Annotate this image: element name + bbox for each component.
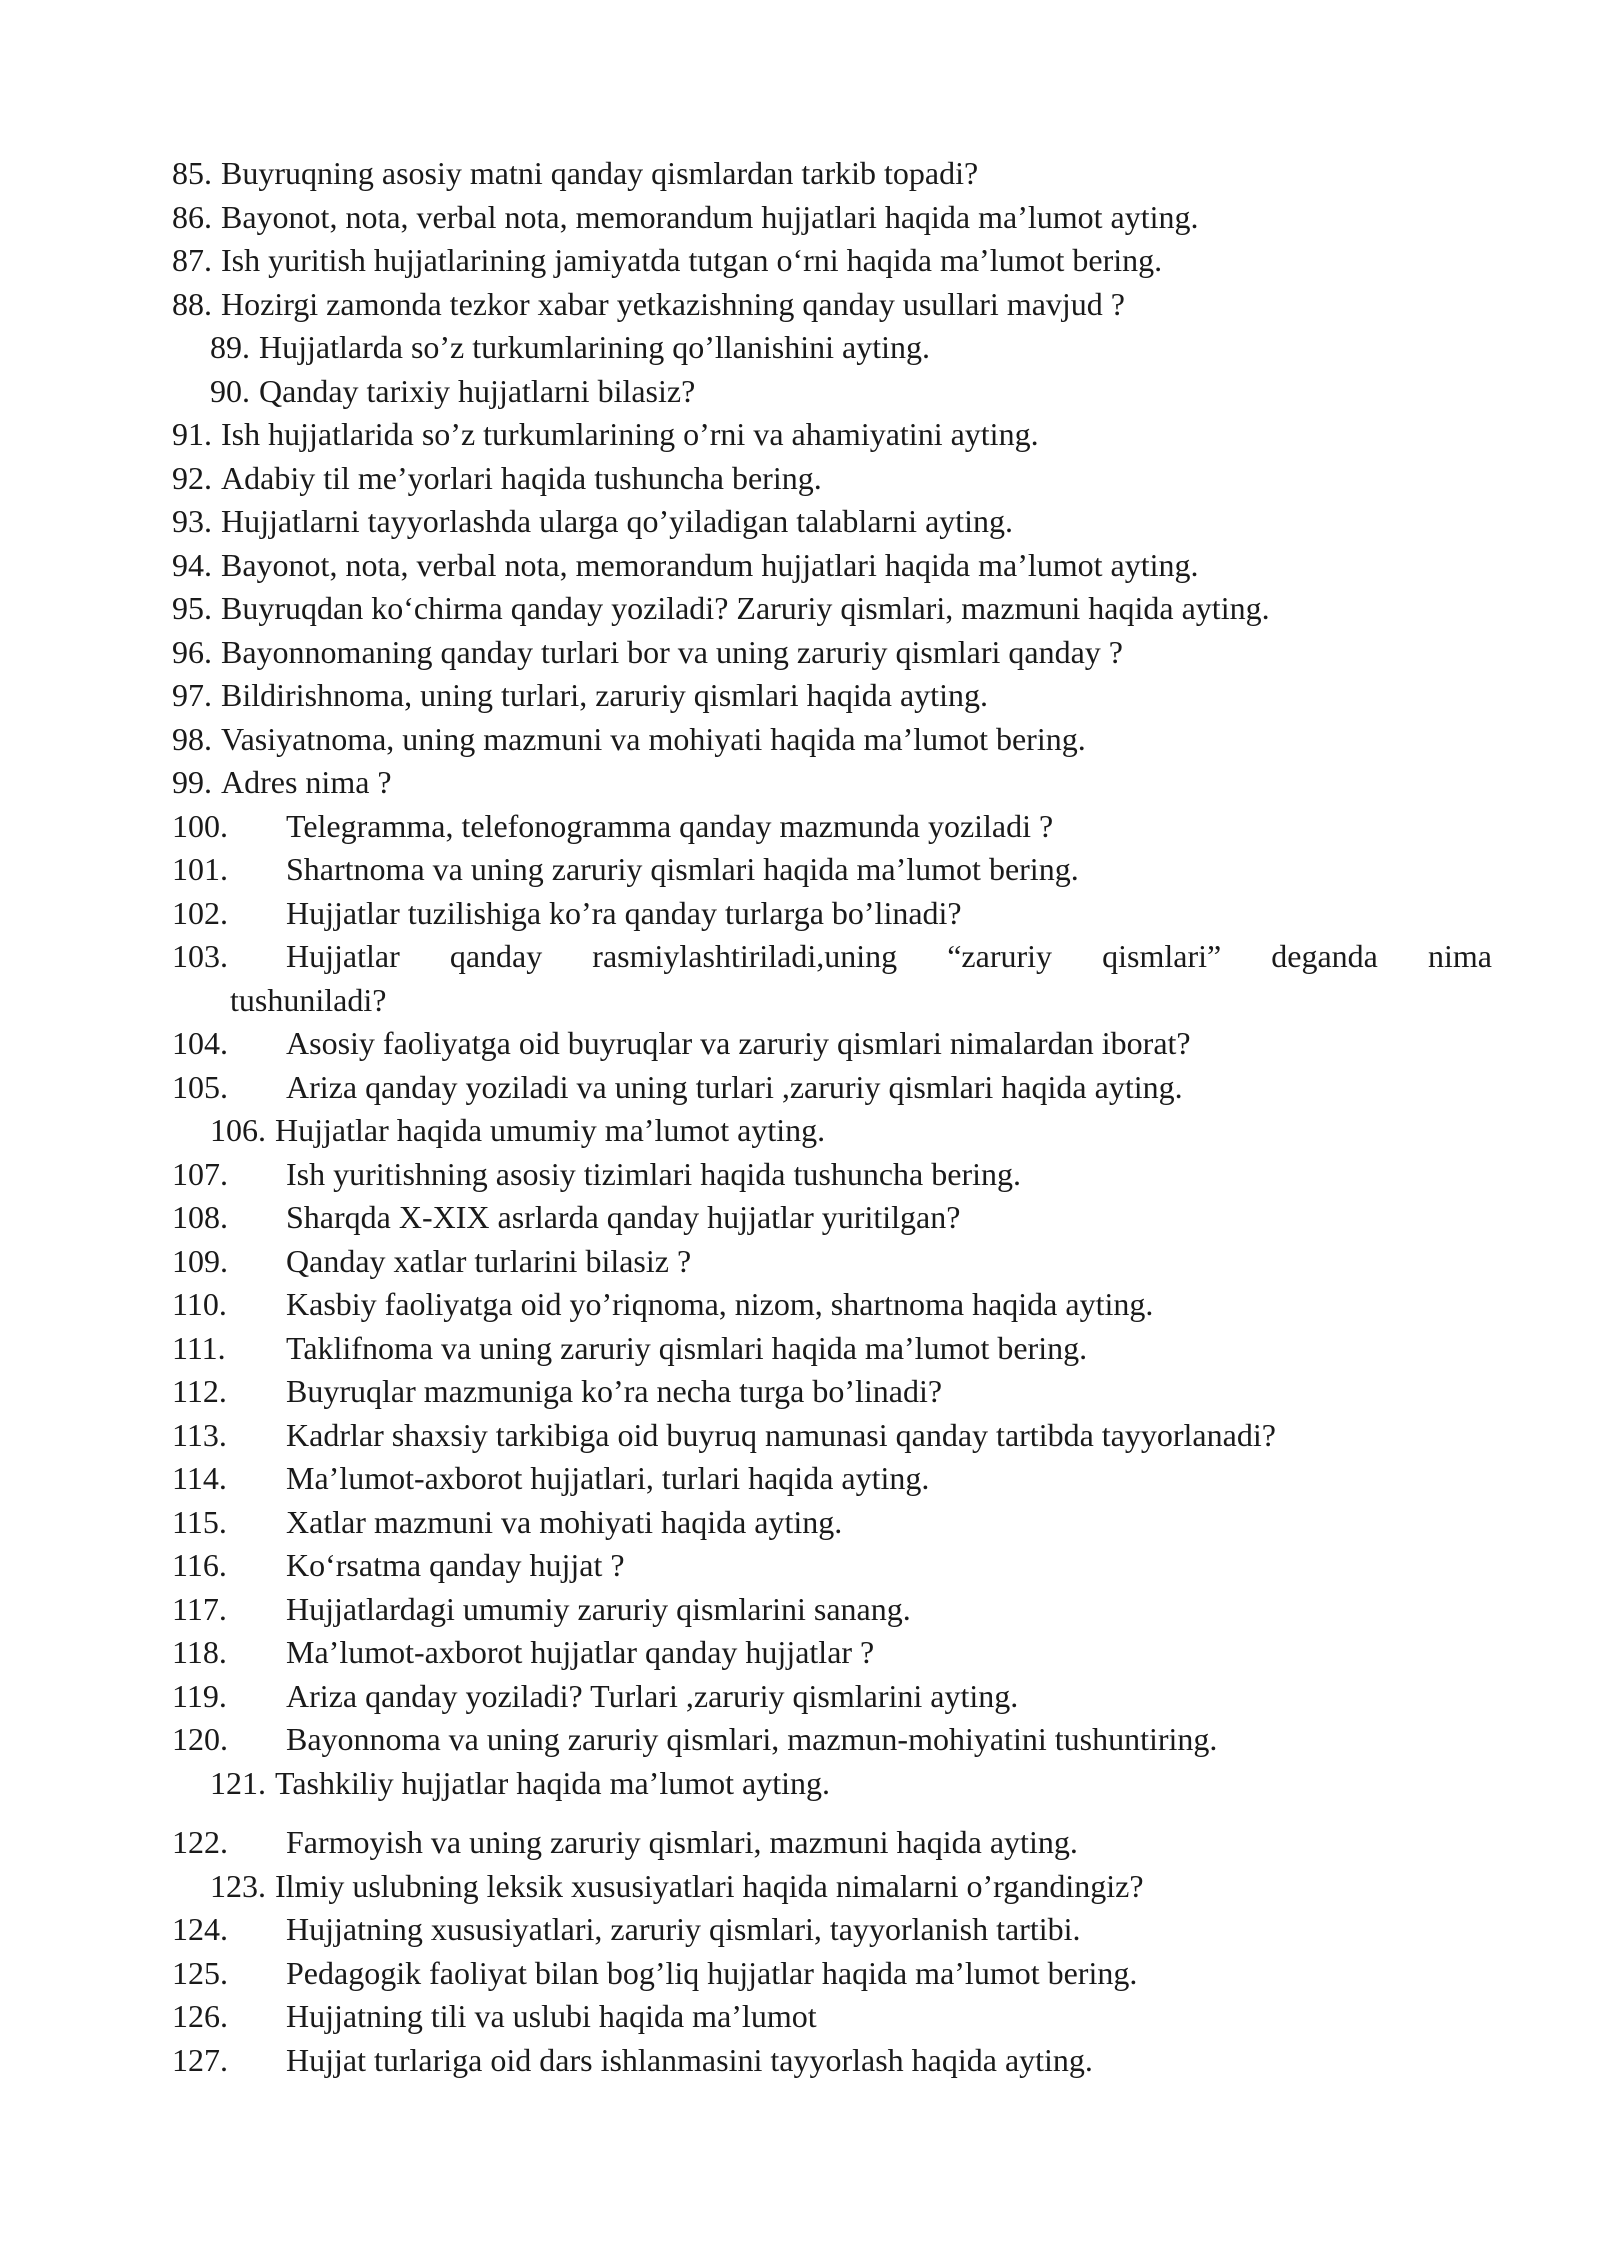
item-text: Tashkiliy hujjatlar haqida ma’lumot ayting. xyxy=(275,1764,830,1801)
item-number: 103. xyxy=(172,938,228,974)
item-text: Ish hujjatlarida so’z turkumlarining o’rni va ahamiyatini ayting. xyxy=(221,416,1039,452)
item-word: “zaruriy xyxy=(947,938,1053,974)
list-item xyxy=(172,1675,1492,1719)
list-item xyxy=(172,1908,1492,1952)
list-item xyxy=(172,1066,1492,1110)
item-text: Vasiyatnoma, uning mazmuni va mohiyati haqida ma’lumot bering. xyxy=(221,720,1086,757)
item-text: Ish yuritishning asosiy tizimlari haqida tushuncha bering. xyxy=(286,1155,1021,1192)
item-number: 119. xyxy=(172,1677,227,1714)
item-text: Hujjat turlariga oid dars ishlanmasini tayyorlash haqida ayting. xyxy=(286,2041,1093,2078)
item-number: 100. xyxy=(172,807,228,844)
item-number: 110. xyxy=(172,1286,227,1322)
item-number: 93. xyxy=(172,503,212,539)
list-item xyxy=(172,805,1492,849)
item-number: 94. xyxy=(172,546,212,583)
item-number: 115. xyxy=(172,1503,227,1540)
item-text: Ma’lumot-axborot hujjatlar qanday hujjatlar ? xyxy=(286,1634,875,1670)
item-number: 122. xyxy=(172,1824,228,1860)
item-number: 113. xyxy=(172,1416,227,1453)
item-text: Asosiy faoliyatga oid buyruqlar va zaruriy qismlari nimalardan iborat? xyxy=(286,1025,1191,1061)
item-number: 97. xyxy=(172,677,212,713)
item-number: 109. xyxy=(172,1242,228,1279)
item-number: 99. xyxy=(172,764,212,800)
item-text: Pedagogik faoliyat bilan bog’liq hujjatlar haqida ma’lumot bering. xyxy=(286,1954,1138,1991)
item-text: Hujjatlarni tayyorlashda ularga qo’yiladigan talablarni ayting. xyxy=(221,503,1014,539)
list-item xyxy=(172,544,1492,588)
list-item xyxy=(172,2039,1492,2083)
item-text: Qanday tarixiy hujjatlarni bilasiz? xyxy=(259,372,696,409)
item-text: Taklifnoma va uning zaruriy qismlari haqida ma’lumot bering. xyxy=(286,1329,1088,1366)
list-item xyxy=(172,718,1492,762)
item-number: 101. xyxy=(172,851,228,887)
list-item xyxy=(172,239,1492,283)
list-item xyxy=(172,1821,1492,1865)
item-text-continuation: tushuniladi? xyxy=(230,981,387,1018)
item-text: Hujjatlar haqida umumiy ma’lumot ayting. xyxy=(275,1112,826,1148)
list-item xyxy=(172,370,1492,414)
item-text: Buyruqning asosiy matni qanday qismlardan tarkib topadi? xyxy=(221,155,979,191)
item-number: 121. xyxy=(210,1764,266,1801)
item-number: 89. xyxy=(210,329,250,365)
item-number: 105. xyxy=(172,1068,228,1105)
item-number: 90. xyxy=(210,372,250,409)
list-item xyxy=(172,1022,1492,1066)
item-text: Ilmiy uslubning leksik xususiyatlari haqida nimalarni o’rgandingiz? xyxy=(275,1867,1144,1904)
item-number: 102. xyxy=(172,894,228,931)
item-text: Hujjatlarda so’z turkumlarining qo’llanishini ayting. xyxy=(259,329,930,365)
item-word: nima xyxy=(1427,938,1492,974)
item-number: 86. xyxy=(172,198,212,235)
item-text: Ish yuritish hujjatlarining jamiyatda tutgan o‘rni haqida ma’lumot bering. xyxy=(221,242,1163,278)
item-number: 118. xyxy=(172,1634,227,1670)
item-number: 92. xyxy=(172,459,212,496)
list-item xyxy=(172,935,1492,1022)
item-word: deganda xyxy=(1271,938,1378,974)
list-item xyxy=(172,587,1492,631)
list-item xyxy=(172,196,1492,240)
item-text: Hujjatning xususiyatlari, zaruriy qismlari, tayyorlanish tartibi. xyxy=(286,1911,1081,1947)
item-number: 95. xyxy=(172,590,212,626)
item-text: Bayonot, nota, verbal nota, memorandum hujjatlari haqida ma’lumot ayting. xyxy=(221,198,1199,235)
item-number: 108. xyxy=(172,1199,228,1235)
item-text: Bildirishnoma, uning turlari, zaruriy qismlari haqida ayting. xyxy=(221,677,988,713)
item-number: 123. xyxy=(210,1867,266,1904)
list-item xyxy=(172,152,1492,196)
item-text: Bayonnomaning qanday turlari bor va uning zaruriy qismlari qanday ? xyxy=(221,633,1123,670)
list-item xyxy=(172,326,1492,370)
list-item xyxy=(172,1544,1492,1588)
list-item xyxy=(172,1283,1492,1327)
list-item xyxy=(172,848,1492,892)
item-number: 98. xyxy=(172,720,212,757)
item-number: 126. xyxy=(172,1998,228,2034)
item-text: Buyruqdan ko‘chirma qanday yoziladi? Zaruriy qismlari, mazmuni haqida ayting. xyxy=(221,590,1270,626)
item-number: 117. xyxy=(172,1590,227,1627)
list-item xyxy=(172,1995,1492,2039)
item-number: 91. xyxy=(172,416,212,452)
item-text: Telegramma, telefonogramma qanday mazmunda yoziladi ? xyxy=(286,807,1054,844)
list-item xyxy=(172,1370,1492,1414)
list-item xyxy=(172,1718,1492,1762)
item-number: 114. xyxy=(172,1460,227,1496)
list-item xyxy=(172,413,1492,457)
list-item xyxy=(172,1240,1492,1284)
item-text: Bayonnoma va uning zaruriy qismlari, mazmun-mohiyatini tushuntiring. xyxy=(286,1721,1218,1757)
list-item xyxy=(172,892,1492,936)
item-text: Xatlar mazmuni va mohiyati haqida ayting. xyxy=(286,1503,843,1540)
item-text: Farmoyish va uning zaruriy qismlari, mazmuni haqida ayting. xyxy=(286,1824,1078,1860)
item-number: 87. xyxy=(172,242,212,278)
item-text: Ma’lumot-axborot hujjatlari, turlari haqida ayting. xyxy=(286,1460,930,1496)
item-number: 125. xyxy=(172,1954,228,1991)
item-number: 104. xyxy=(172,1025,228,1061)
list-item xyxy=(172,1109,1492,1153)
item-text: Ko‘rsatma qanday hujjat ? xyxy=(286,1547,625,1583)
item-text: Kadrlar shaxsiy tarkibiga oid buyruq namunasi qanday tartibda tayyorlanadi? xyxy=(286,1416,1276,1453)
list-item xyxy=(172,1762,1492,1806)
list-item xyxy=(172,1327,1492,1371)
list-item xyxy=(172,1865,1492,1909)
item-number: 127. xyxy=(172,2041,228,2078)
list-item xyxy=(172,283,1492,327)
item-text: Hujjatlardagi umumiy zaruriy qismlarini sanang. xyxy=(286,1590,911,1627)
list-item xyxy=(172,1588,1492,1632)
list-item xyxy=(172,1952,1492,1996)
item-text: Buyruqlar mazmuniga ko’ra necha turga bo’linadi? xyxy=(286,1373,943,1409)
paragraph-gap xyxy=(172,1805,1492,1821)
item-text: Hujjatning tili va uslubi haqida ma’lumot xyxy=(286,1998,817,2034)
list-item xyxy=(172,500,1492,544)
list-item xyxy=(172,761,1492,805)
item-number: 120. xyxy=(172,1721,228,1757)
item-number: 116. xyxy=(172,1547,227,1583)
list-item xyxy=(172,457,1492,501)
item-number: 112. xyxy=(172,1373,227,1409)
list-item xyxy=(172,1457,1492,1501)
item-word: qanday xyxy=(449,938,543,974)
list-item xyxy=(172,674,1492,718)
item-text: Shartnoma va uning zaruriy qismlari haqida ma’lumot bering. xyxy=(286,851,1079,887)
item-number: 107. xyxy=(172,1155,228,1192)
item-number: 85. xyxy=(172,155,212,191)
list-item xyxy=(172,631,1492,675)
item-number: 106. xyxy=(210,1112,266,1148)
item-text: Ariza qanday yoziladi va uning turlari ,zaruriy qismlari haqida ayting. xyxy=(286,1068,1183,1105)
list-item xyxy=(172,1501,1492,1545)
item-text: Hujjatlar tuzilishiga ko’ra qanday turlarga bo’linadi? xyxy=(286,894,962,931)
item-number: 111. xyxy=(172,1329,226,1366)
item-text: Adres nima ? xyxy=(221,764,392,800)
item-text xyxy=(286,935,1492,979)
item-text: Adabiy til me’yorlari haqida tushuncha bering. xyxy=(221,459,822,496)
item-text: Bayonot, nota, verbal nota, memorandum hujjatlari haqida ma’lumot ayting. xyxy=(221,546,1199,583)
item-number: 96. xyxy=(172,633,212,670)
list-item xyxy=(172,1414,1492,1458)
list-item xyxy=(172,1153,1492,1197)
item-number: 88. xyxy=(172,285,212,322)
item-text: Ariza qanday yoziladi? Turlari ,zaruriy qismlarini ayting. xyxy=(286,1677,1019,1714)
list-item xyxy=(172,1631,1492,1675)
item-text: Qanday xatlar turlarini bilasiz ? xyxy=(286,1242,692,1279)
item-word: Hujjatlar xyxy=(286,938,400,974)
item-text: Sharqda X-XIX asrlarda qanday hujjatlar yuritilgan? xyxy=(286,1199,961,1235)
item-word: qismlari” xyxy=(1102,938,1222,974)
list-item xyxy=(172,1196,1492,1240)
item-word: rasmiylashtiriladi,uning xyxy=(592,938,898,974)
item-text: Kasbiy faoliyatga oid yo’riqnoma, nizom, shartnoma haqida ayting. xyxy=(286,1286,1154,1322)
question-list xyxy=(172,152,1492,2082)
item-text: Hozirgi zamonda tezkor xabar yetkazishning qanday usullari mavjud ? xyxy=(221,285,1125,322)
item-number: 124. xyxy=(172,1911,228,1947)
